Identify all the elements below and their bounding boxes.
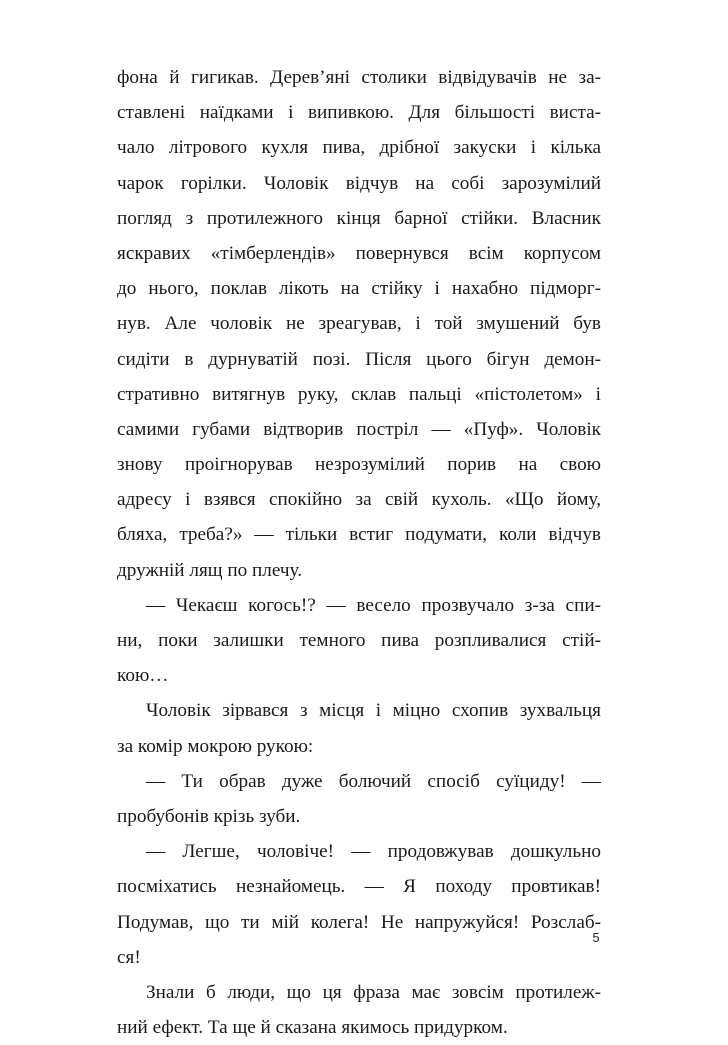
text-line: кою… — [117, 665, 169, 687]
text-line: пробубонів крізь зуби. — [117, 805, 301, 827]
text-line: Подумав, що ти мій колега! Не напружуйся! Розслаб- — [117, 911, 601, 933]
text-line: знову проігнорував незрозумілий порив на свою — [117, 454, 601, 476]
text-line: самими губами відтворив постріл — «Пуф». Чоловік — [117, 418, 601, 440]
text-line: бляха, треба?» — тільки встиг подумати, коли відчув — [117, 524, 601, 546]
text-line: — Ти обрав дуже болючий спосіб суїциду! — — [146, 770, 601, 792]
text-line: ся! — [117, 946, 141, 968]
text-line: стративно витягнув руку, склав пальці «пістолетом» і — [117, 383, 601, 405]
text-line: до нього, поклав лікоть на стійку і нахабно підморг- — [117, 278, 601, 300]
body-text — [117, 60, 601, 1045]
text-line: ний ефект. Та ще й сказана якимось придурком. — [117, 1017, 508, 1039]
page-number: 5 — [592, 930, 600, 945]
text-line: нув. Але чоловік не зреагував, і той змушений був — [117, 313, 601, 335]
text-line: погляд з протилежного кінця барної стійки. Власник — [117, 207, 601, 229]
text-line: — Чекаєш когось!? — весело прозвучало з-за спи- — [146, 594, 601, 616]
text-line: фона й гигикав. Дерев’яні столики відвідувачів не за- — [117, 67, 601, 88]
text-line: Чоловік зірвався з місця і міцно схопив зухвальця — [146, 700, 601, 722]
text-line: чарок горілки. Чоловік відчув на собі зарозумілий — [117, 172, 601, 194]
text-line: чало літрового кухля пива, дрібної закуски і кілька — [117, 137, 601, 159]
text-line: за комір мокрою рукою: — [117, 735, 314, 757]
text-line: посміхатись незнайомець. — Я походу провтикав! — [117, 876, 601, 898]
text-line: ни, поки залишки темного пива розпливалися стій- — [117, 630, 601, 651]
text-line: Знали б люди, що ця фраза має зовсім протилеж- — [146, 981, 601, 1003]
text-line: — Легше, чоловіче! — продовжував дошкульно — [146, 841, 601, 863]
text-line: сидіти в дурнуватій позі. Після цього бігун демон- — [117, 348, 601, 370]
text-line: ставлені наїдками і випивкою. Для більшості виста- — [117, 102, 601, 124]
text-line: яскравих «тімберлендів» повернувся всім корпусом — [117, 242, 601, 264]
text-line: адресу і взявся спокійно за свій кухоль. «Що йому, — [117, 489, 601, 511]
text-line: дружній лящ по плечу. — [117, 559, 302, 581]
